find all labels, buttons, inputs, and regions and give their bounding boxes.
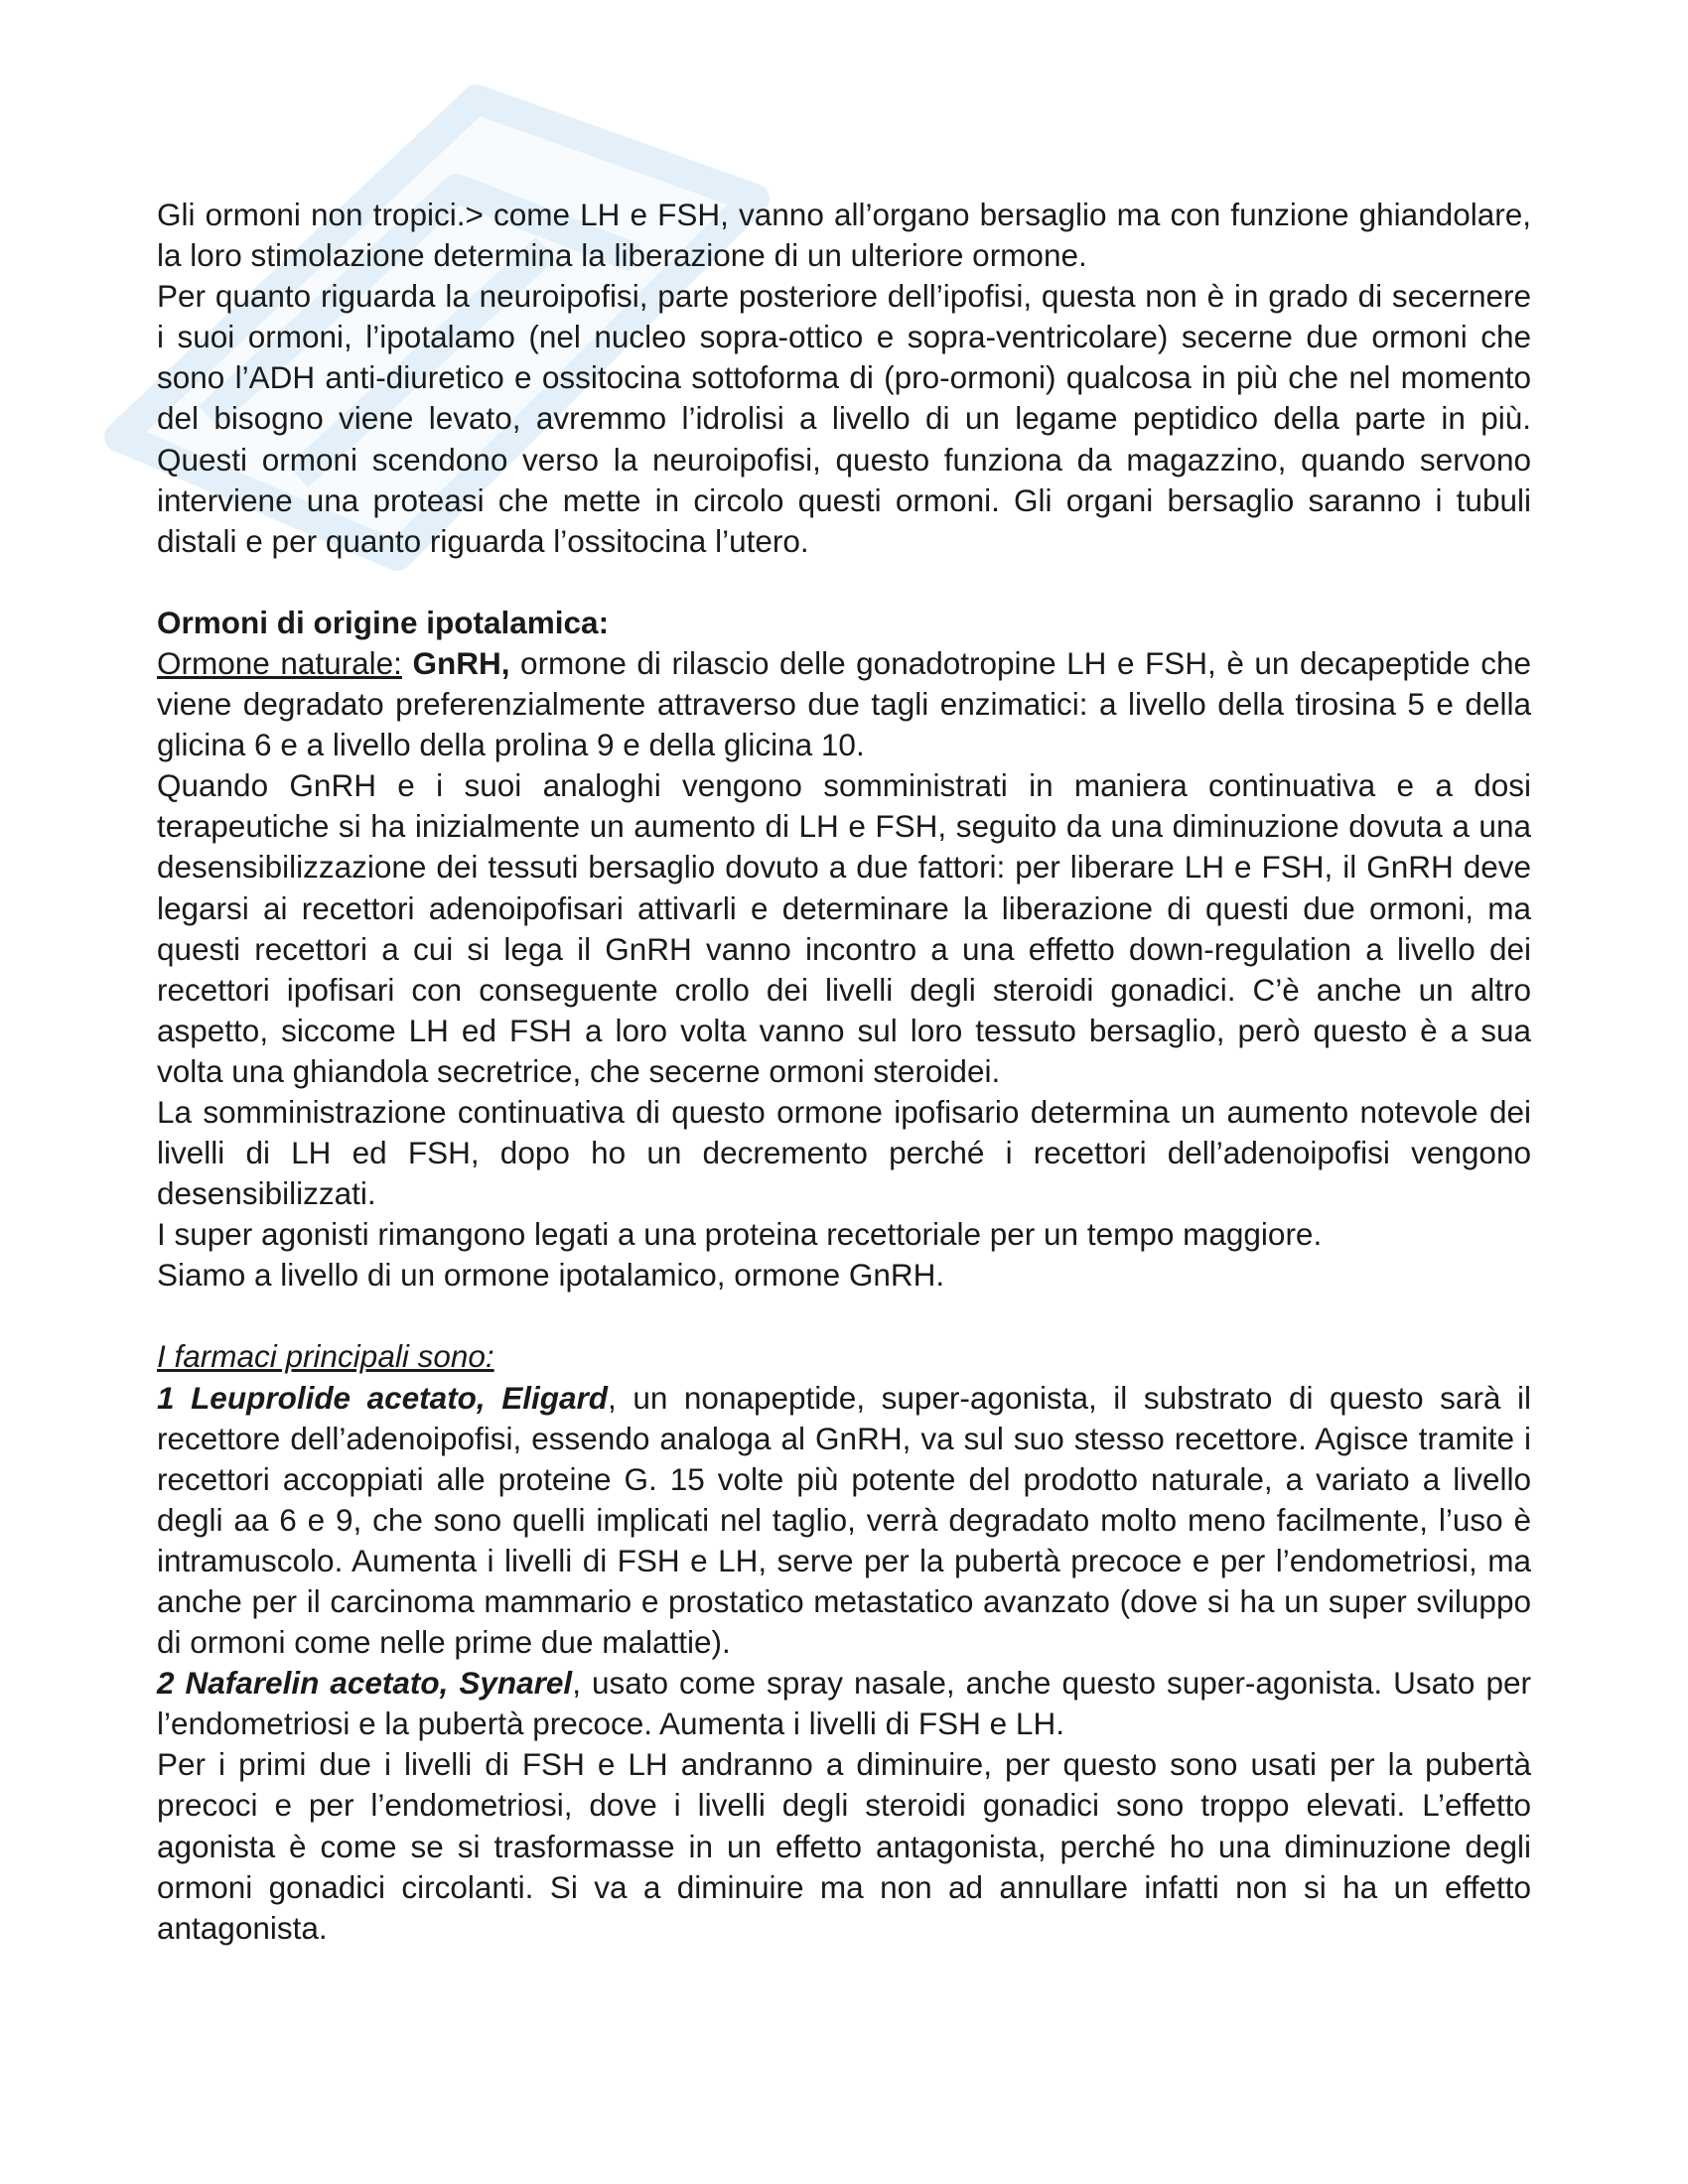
paragraph-conclusion: Per i primi due i livelli di FSH e LH andranno a diminuire, per questo sono usati per la pubertà precoci e per l’endometriosi, dove i livelli degli steroidi gonadici sono troppo elevati. L’effetto agonista è come se si trasformasse in un effetto antagonista, perché ho una diminuzione degli ormoni gonadici circolanti. Si va a diminuire ma non ad annullare infatti non si ha un effetto antagonista. xyxy=(157,1746,1531,1946)
heading-hypothalamic-hormones: Ormoni di origine ipotalamica: xyxy=(157,604,610,640)
spacer xyxy=(157,562,1531,603)
natural-hormone-label: Ormone naturale: xyxy=(157,644,402,681)
document-page xyxy=(157,195,1531,1949)
paragraph-drug-nafarelin xyxy=(157,1663,1531,1744)
paragraph-administration-effect: La somministrazione continuativa di questo ormone ipofisario determina un aumento notevole dei livelli di LH ed FSH, dopo ho un decremento perché i recettori dell’adenoipofisi vengono desensibilizzati. xyxy=(157,1093,1531,1212)
paragraph-natural-hormone xyxy=(157,643,1531,765)
drug-leuprolide-text: , un nonapeptide, super-agonista, il substrato di questo sarà il recettore dell’adenoipofisi, essendo analoga al GnRH, va sul suo stesso recettore. Agisce tramite i recettori accoppiati alle proteine G. 15 volte più potente del prodotto naturale, a variato a livello degli aa 6 e 9, che sono quelli implicati nel taglio, verrà degradato molto meno facilmente, l’uso è intramuscolo. Aumenta i livelli di FSH e LH, serve per la pubertà precoce e per l’endometriosi, ma anche per il carcinoma mammario e prostatico metastatico avanzato (dove si ha un super sviluppo di ormoni come nelle prime due malattie). xyxy=(157,1379,1532,1661)
paragraph-drug-leuprolide xyxy=(157,1378,1531,1664)
paragraph-super-agonists: I super agonisti rimangono legati a una proteina recettoriale per un tempo maggiore. xyxy=(157,1216,1323,1253)
natural-hormone-text: ormone di rilascio delle gonadotropine LH e FSH, è un decapeptide che viene degradato preferenzialmente attraverso due tagli enzimatici: a livello della tirosina 5 e della glicina 6 e a livello della prolina 9 e della glicina 10. xyxy=(157,644,1531,763)
gnrh-term: GnRH, xyxy=(412,644,510,681)
drug-leuprolide-name: 1 Leuprolide acetato, Eligard xyxy=(157,1379,609,1416)
spacer xyxy=(157,1296,1531,1336)
paragraph-continuous-administration: Quando GnRH e i suoi analoghi vengono somministrati in maniera continuativa e a dosi terapeutiche si ha inizialmente un aumento di LH e FSH, seguito da una diminuzione dovuta a una desensibilizzazione dei tessuti bersaglio dovuto a due fattori: per liberare LH e FSH, il GnRH deve legarsi ai recettori adenoipofisari attivarli e determinare la liberazione di questi due ormoni, ma questi recettori a cui si lega il GnRH vanno incontro a una effetto down-regulation a livello dei recettori ipofisari con conseguente crollo dei livelli degli steroidi gonadici. C’è anche un altro aspetto, siccome LH ed FSH a loro volta vanno sul loro tessuto bersaglio, però questo è a sua volta una ghiandola secretrice, che secerne ormoni steroidei. xyxy=(157,767,1531,1089)
paragraph-non-tropic-hormones: Gli ormoni non tropici.> come LH e FSH, vanno all’organo bersaglio ma con funzione ghiandolare, la loro stimolazione determina la liberazione di un ulteriore ormone. xyxy=(157,197,1531,274)
drug-nafarelin-name: 2 Nafarelin acetato, Synarel xyxy=(157,1665,573,1702)
drug-nafarelin-text: , usato come spray nasale, anche questo super-agonista. Usato per l’endometriosi e la pubertà precoce. Aumenta i livelli di FSH e LH. xyxy=(157,1665,1531,1742)
paragraph-neurohypophysis: Per quanto riguarda la neuroipofisi, parte posteriore dell’ipofisi, questa non è in grado di secernere i suoi ormoni, l’ipotalamo (nel nucleo sopra-ottico e sopra-ventricolare) secerne due ormoni che sono l’ADH anti-diuretico e ossitocina sottoforma di (pro-ormoni) qualcosa in più che nel momento del bisogno viene levato, avremmo l’idrolisi a livello di un legame peptidico della parte in più. Questi ormoni scendono verso la neuroipofisi, questo funziona da magazzino, quando servono interviene una proteasi che mette in circolo questi ormoni. Gli organi bersaglio saranno i tubuli distali e per quanto riguarda l’ossitocina l’utero. xyxy=(157,278,1531,559)
paragraph-hypothalamic-level: Siamo a livello di un ormone ipotalamico, ormone GnRH. xyxy=(157,1257,945,1294)
heading-main-drugs: I farmaci principali sono: xyxy=(157,1338,494,1375)
